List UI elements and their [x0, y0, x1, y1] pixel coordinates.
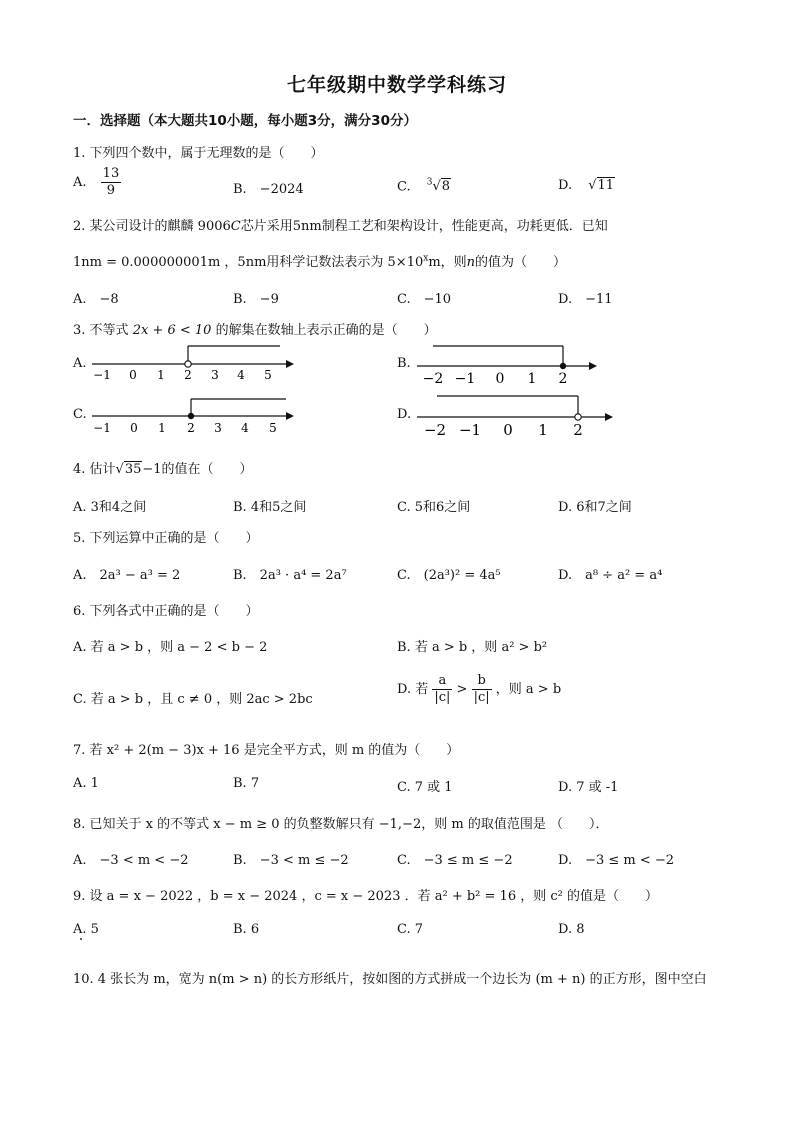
svg-text:−1: −1: [93, 368, 111, 382]
question-5-stem: 5. 下列运算中正确的是（ ）: [73, 531, 259, 546]
number-line-d: [415, 390, 620, 440]
svg-text:0: 0: [503, 421, 513, 439]
question-1-option-a: A. $\frac{13}{9}$: [73, 166, 120, 198]
question-7-option-b: B. 7: [233, 776, 260, 791]
svg-text:1: 1: [158, 421, 166, 435]
question-8-stem: 8. 已知关于 x 的不等式 x − m ≥ 0 的负整数解只有 −1,−2，则 m 的取值范围是 （ ）．: [73, 817, 609, 832]
question-1-option-b: B. −2024: [233, 182, 304, 197]
svg-text:5: 5: [264, 368, 272, 382]
number-line-d-ticks: [424, 421, 583, 439]
svg-text:2: 2: [573, 421, 583, 439]
question-2-option-b: B. −9: [233, 292, 279, 307]
number-line-b: [415, 338, 600, 388]
svg-text:5: 5: [269, 421, 277, 435]
question-6-option-d: D. 若 $\frac{a}{|c|}$ > $\frac{b}{|c|}$ ，则 a > b: [397, 673, 562, 705]
svg-text:3: 3: [214, 421, 222, 435]
question-7-option-c: C. 7 或 1: [397, 780, 453, 795]
question-9-option-b: B. 6: [233, 922, 260, 937]
question-9-option-a: A. 5: [73, 922, 99, 937]
svg-text:1: 1: [527, 371, 537, 387]
fraction: $\frac{a}{|c|}$: [434, 673, 451, 705]
stray-dot: [80, 938, 82, 940]
svg-text:−1: −1: [93, 421, 111, 435]
question-3-option-b-label: B.: [397, 356, 411, 371]
page-title: 七年级期中数学学科练习: [286, 74, 507, 96]
question-1-stem: 1. 下列四个数中，属于无理数的是（ ）: [73, 146, 324, 161]
question-7-option-a: A. 1: [73, 776, 99, 791]
question-5-option-b: B. 2a³ · a⁴ = 2a⁷: [233, 568, 347, 583]
question-9-option-d: D. 8: [558, 922, 585, 937]
question-1-option-d: D. √11: [558, 178, 615, 193]
number-line-a-ticks: [93, 368, 272, 382]
svg-text:−2: −2: [423, 421, 447, 439]
section-heading: 一．选择题（本大题共10小题，每小题3分，满分30分）: [73, 113, 417, 129]
question-7-option-d: D. 7 或 -1: [558, 780, 619, 795]
question-4-option-c: C. 5和6之间: [397, 500, 471, 515]
fraction: $\frac{13}{9}$: [102, 166, 120, 198]
number-line-a: [90, 340, 295, 385]
question-3-stem: 3. 不等式 2x + 6 < 10 的解集在数轴上表示正确的是（ ）: [73, 323, 437, 338]
svg-text:−1: −1: [458, 421, 482, 439]
question-2-stem-line-2: 1nm = 0.000000001m ，5nm用科学记数法表示为 $5\times 10^xm$，则n的值为（ ）: [73, 253, 567, 270]
question-4-option-a: A. 3和4之间: [73, 500, 147, 515]
question-4-option-d: D. 6和7之间: [558, 500, 632, 515]
question-4-stem: 4. 估计√35−1的值在（ ）: [73, 462, 253, 477]
question-2-option-c: C. −10: [397, 292, 452, 307]
svg-text:0: 0: [495, 371, 505, 387]
number-line-c-ticks: [93, 421, 277, 435]
question-6-stem: 6. 下列各式中正确的是（ ）: [73, 604, 259, 619]
question-8-option-d: D. −3 ≤ m < −2: [558, 853, 675, 868]
question-8-option-b: B. −3 < m ≤ −2: [233, 853, 349, 868]
question-1-option-c: C. $^3$√8: [397, 178, 451, 195]
number-line-c: [90, 393, 295, 438]
question-6-option-b: B. 若 a > b ，则 a² > b²: [397, 640, 548, 655]
question-9-option-c: C. 7: [397, 922, 424, 937]
number-line-b-ticks: [423, 371, 568, 387]
svg-text:1: 1: [157, 368, 165, 382]
question-3-option-c-label: C.: [73, 407, 87, 422]
question-2-option-d: D. −11: [558, 292, 613, 307]
svg-text:3: 3: [211, 368, 219, 382]
question-6-option-a: A. 若 a > b ，则 a − 2 < b − 2: [73, 640, 268, 655]
question-8-option-a: A. −3 < m < −2: [73, 853, 189, 868]
question-5-option-a: A. 2a³ − a³ = 2: [73, 568, 181, 583]
svg-text:2: 2: [187, 421, 195, 435]
svg-text:−1: −1: [454, 371, 476, 387]
question-5-option-d: D. a⁸ ÷ a² = a⁴: [558, 568, 663, 583]
svg-text:4: 4: [237, 368, 245, 382]
question-9-stem: 9. 设 a = x − 2022 ，b = x − 2024 ，c = x − 2023 ．若 a² + b² = 16 ，则 c² 的值是（ ）: [73, 889, 658, 904]
question-2-option-a: A. −8: [73, 292, 119, 307]
question-5-option-c: C. (2a³)² = 4a⁵: [397, 568, 501, 583]
question-7-stem: 7. 若 x² + 2(m − 3)x + 16 是完全平方式，则 m 的值为（ ）: [73, 743, 460, 758]
question-3-option-d-label: D.: [397, 407, 412, 422]
svg-text:0: 0: [129, 368, 137, 382]
svg-text:−2: −2: [422, 371, 444, 387]
svg-text:0: 0: [130, 421, 138, 435]
question-8-option-c: C. −3 ≤ m ≤ −2: [397, 853, 513, 868]
question-4-option-b: B. 4和5之间: [233, 500, 307, 515]
svg-text:2: 2: [184, 368, 192, 382]
question-10-stem: 10. 4 张长为 m，宽为 n(m > n) 的长方形纸片，按如图的方式拼成一个边长为 (m + n) 的正方形，图中空白: [73, 972, 707, 987]
question-3-option-a-label: A.: [73, 356, 87, 371]
question-2-stem: 2. 某公司设计的麒麟 9006C芯片采用5nm制程工艺和架构设计，性能更高，功耗更低．已知: [73, 219, 608, 234]
fraction: $\frac{b}{|c|}$: [473, 673, 490, 705]
question-6-option-c: C. 若 a > b ，且 c ≠ 0 ，则 2ac > 2bc: [73, 692, 313, 707]
svg-text:1: 1: [538, 421, 548, 439]
svg-text:4: 4: [241, 421, 249, 435]
svg-text:2: 2: [558, 371, 568, 387]
